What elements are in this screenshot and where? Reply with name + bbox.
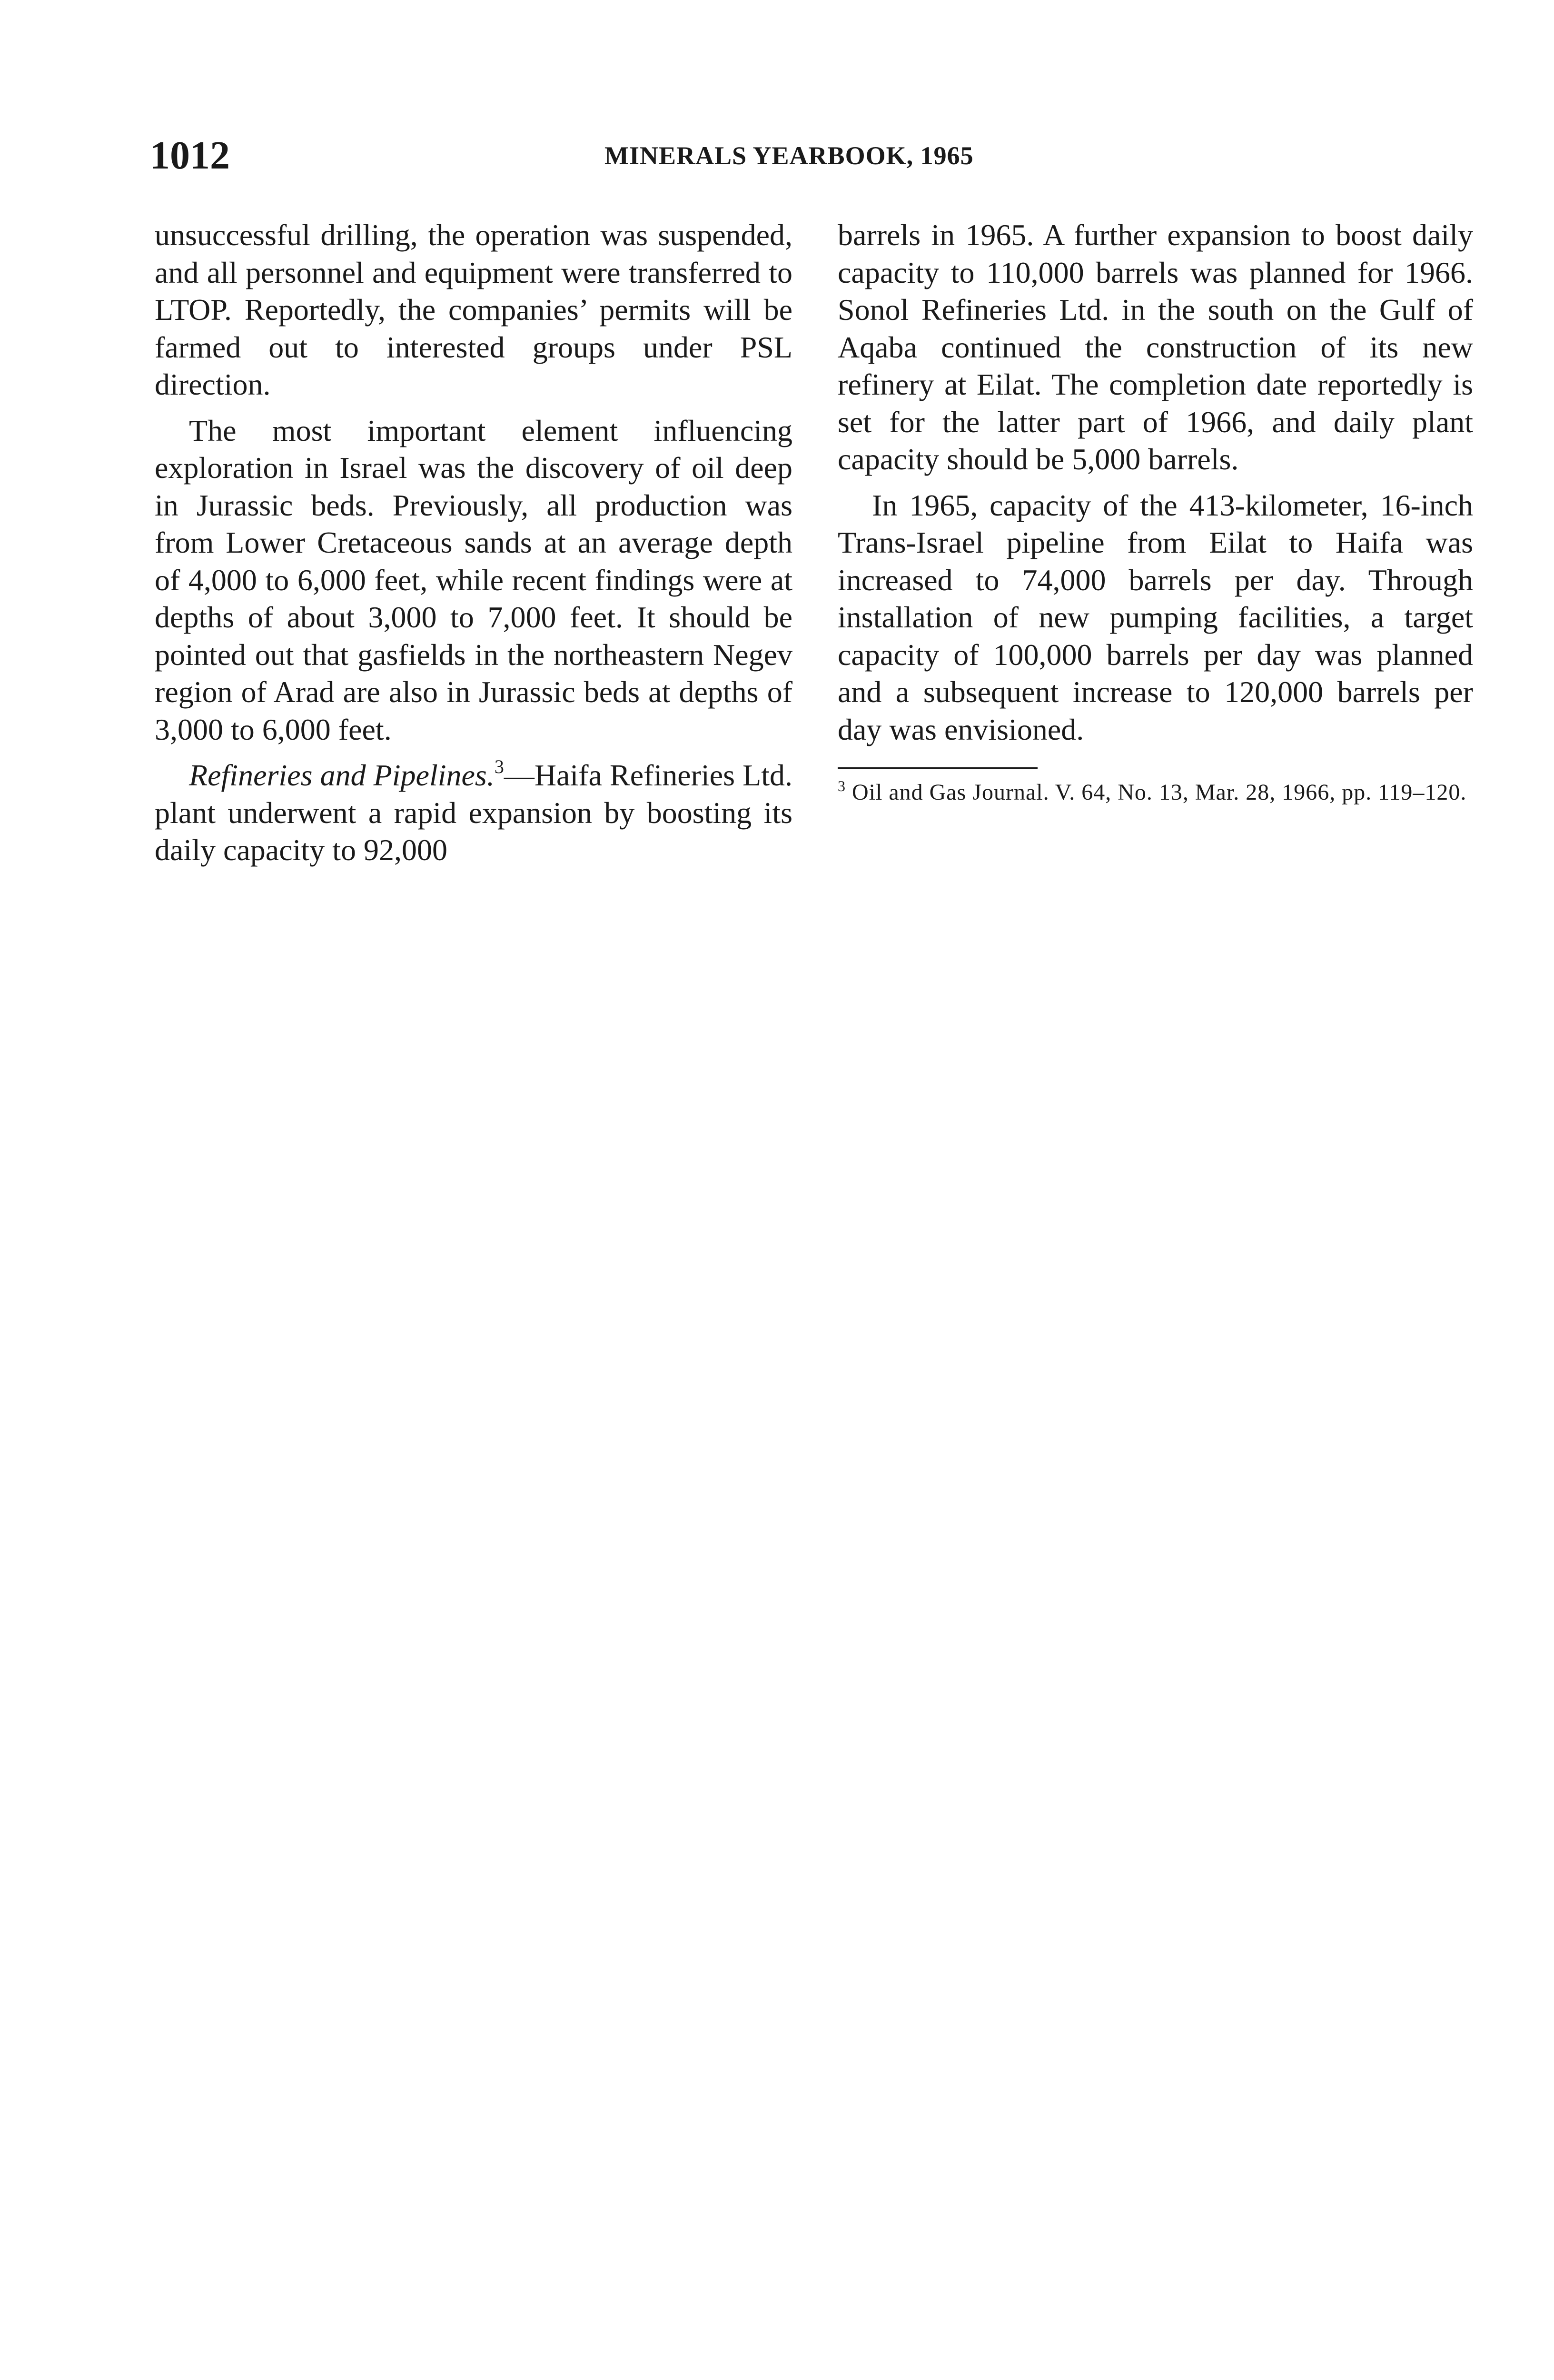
footnote-divider — [838, 767, 1038, 769]
left-column — [155, 217, 792, 878]
paragraph-drilling: unsuccessful drilling, the operation was suspended, and all personnel and equipment were transferred to LTOP. Reportedly, the companies’ permits will be farmed out to interested groups under PSL direction. — [155, 218, 792, 401]
paragraph-pipeline: In 1965, capacity of the 413-kilometer, 16-inch Trans-Israel pipeline from Eilat to Haifa was increased to 74,000 barrels per day. Through installation of new pumping facilities, a target capacity of 100,000 barrels per day was planned and a subsequent increase to 120,000 barrels per day was envisioned. — [838, 488, 1473, 746]
footnote — [838, 779, 1473, 806]
right-column — [838, 217, 1473, 815]
paragraph-refinery-expansion: barrels in 1965. A further expansion to boost daily capacity to 110,000 barrels was planned for 1966. Sonol Refineries Ltd. in the south on the Gulf of Aqaba continued the construction of its new refinery at Eilat. The completion date reportedly is set for the latter part of 1966, and daily plant capacity should be 5,000 barrels. — [838, 218, 1473, 476]
footnote-reference: 3 — [494, 756, 504, 777]
refineries-text: —Haifa Refineries Ltd. plant underwent a rapid expansion by boosting its daily capacity to 92,000 — [155, 758, 792, 867]
paragraph-refineries — [155, 757, 792, 869]
section-heading-refineries: Refineries and Pipelines. — [189, 758, 495, 792]
page-number: 1012 — [150, 133, 230, 178]
paragraph-exploration: The most important element influencing exploration in Israel was the discovery of oil deep in Jurassic beds. Previously, all production was from Lower Cretaceous sands at an average depth of 4,000 to 6,000 feet, while recent findings were at depths of about 3,000 to 7,000 feet. It should be pointed out that gasfields in the northeastern Negev region of Arad are also in Jurassic beds at depths of 3,000 to 6,000 feet. — [155, 413, 792, 746]
running-head: MINERALS YEARBOOK, 1965 — [604, 141, 974, 170]
footnote-text: Oil and Gas Journal. V. 64, No. 13, Mar. 28, 1966, pp. 119–120. — [852, 780, 1467, 805]
footnote-mark: 3 — [838, 777, 846, 794]
